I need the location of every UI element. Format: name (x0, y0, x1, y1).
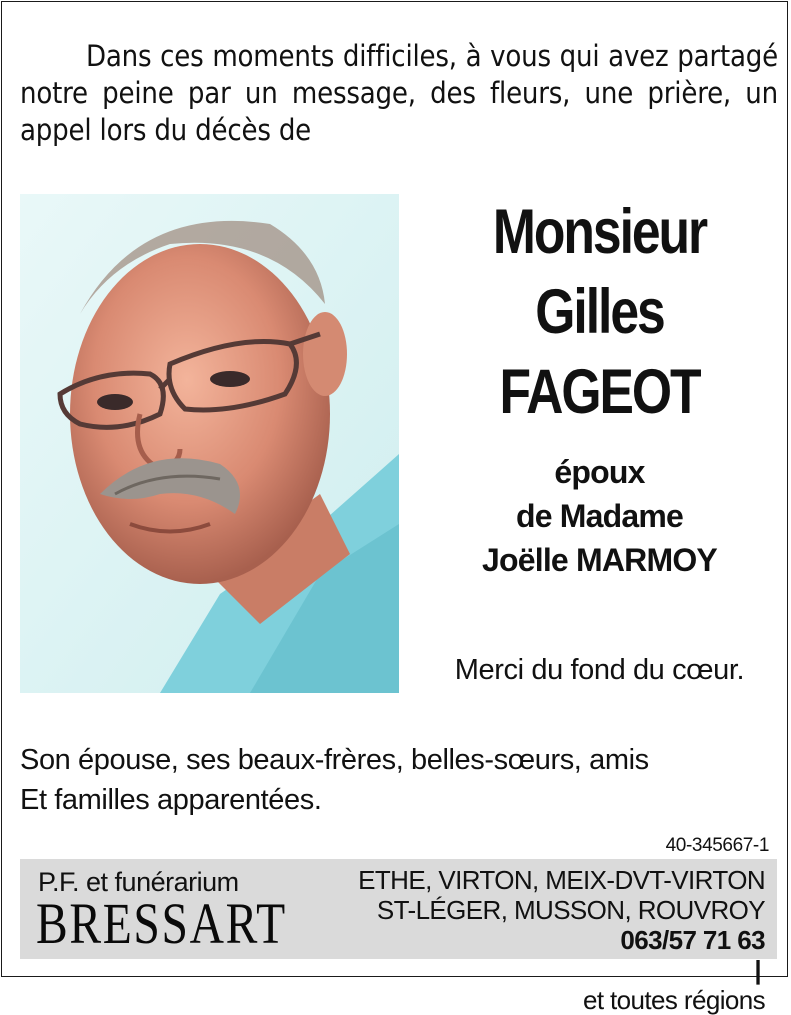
portrait-photo (20, 194, 399, 693)
phone-number: 063/57 71 63 (620, 925, 765, 955)
funeral-home-banner (20, 859, 777, 1015)
locations-line-2: ST-LÉGER, MUSSON, ROUVROY (376, 895, 765, 925)
funeral-home-locations (345, 865, 765, 1015)
reference-number: 40-345667-1 (665, 835, 769, 856)
spouse-line-3: Joëlle MARMOY (482, 542, 717, 578)
spouse-block (422, 450, 777, 582)
deceased-last-name: FAGEOT (499, 357, 700, 427)
deceased-first-name: Gilles (535, 277, 664, 347)
spouse-line-1: époux (554, 454, 645, 490)
family-signature (20, 740, 780, 820)
deceased-name-block (422, 192, 777, 582)
thanks-text: Merci du fond du cœur. (454, 654, 745, 686)
spouse-line-2: de Madame (515, 498, 684, 534)
contact-line (345, 925, 765, 1015)
funeral-home-logo-text: BRESSART (36, 891, 287, 956)
separator: | (754, 955, 761, 985)
obituary-card (1, 1, 788, 1015)
family-line-1: Son épouse, ses beaux-frères, belles-sœurs, amis (20, 744, 649, 776)
funeral-home-label: P.F. et funérarium (38, 867, 239, 897)
deceased-title: Monsieur (492, 197, 707, 267)
intro-paragraph: Dans ces moments difficiles, à vous qui avez partagé notre peine par un message, des fleurs, une prière, un appel lors du décès de (20, 39, 778, 147)
family-line-2: Et familles apparentées. (20, 784, 322, 816)
portrait-illustration (20, 194, 399, 693)
regions-text: et toutes régions (582, 985, 765, 1015)
locations-line-1: ETHE, VIRTON, MEIX-DVT-VIRTON (358, 865, 765, 895)
